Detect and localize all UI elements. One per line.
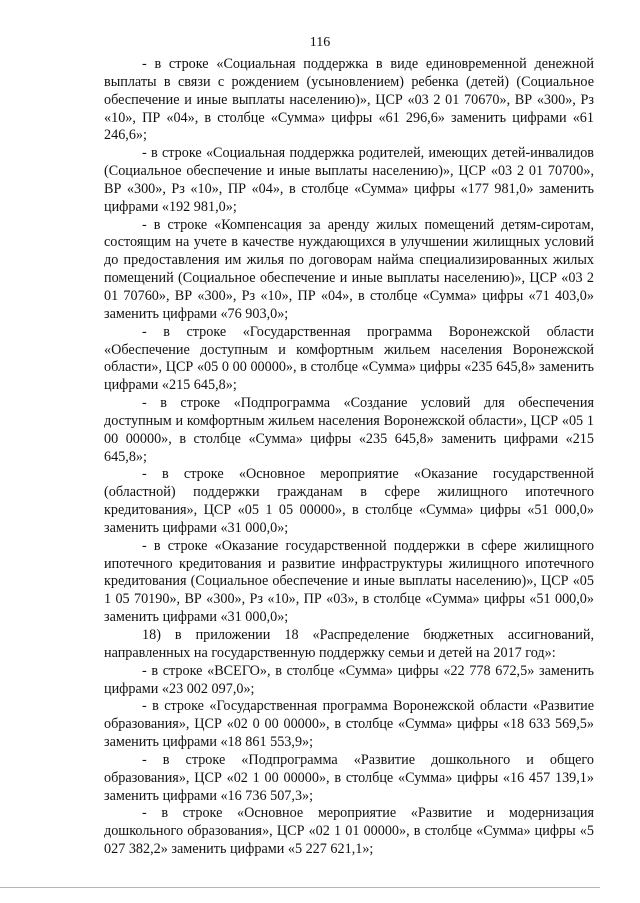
paragraph: - в строке «Оказание государственной поддержки в сфере жилищного ипотечного кредитования и развитие инфраструктуры жилищного ипотечного кредитования (Социальное обеспечение и иные выплаты населению)», ЦСР «05 1 05 70190», ВР «300», Рз «10», ПР «03», в столбце «Сумма» цифры «51 000,0» заменить цифрами «31 000,0»; (104, 537, 594, 626)
document-body (104, 56, 594, 859)
paragraph: - в строке «Компенсация за аренду жилых помещений детям-сиротам, состоящим на учете в качестве нуждающихся в улучшении жилищных условий до предоставления им жилья по договорам найма специализированных жилых помещений (Социальное обеспечение и иные выплаты населению)», ЦСР «03 2 01 70760», ВР «300», Рз «10», ПР «04», в столбце «Сумма» цифры «71 403,0» заменить цифрами «76 903,0»; (104, 216, 594, 322)
page-number: 116 (309, 35, 331, 50)
paragraph: - в строке «Подпрограмма «Создание условий для обеспечения доступным и комфортным жильем населения Воронежской области», ЦСР «05 1 00 00000», в столбце «Сумма» цифры «235 645,8» заменить цифрами «215 645,8»; (104, 395, 594, 465)
paragraph: - в строке «Основное мероприятие «Оказание государственной (областной) поддержки гражданам в сфере жилищного ипотечного кредитования», ЦСР «05 1 05 00000», в столбце «Сумма» цифры «51 000,0» заменить цифрами «31 000,0»; (104, 466, 594, 536)
paragraph: - в строке «Социальная поддержка родителей, имеющих детей-инвалидов (Социальное обеспечение и иные выплаты населению)», ЦСР «03 2 01 70700», ВР «300», Рз «10», ПР «04», в столбце «Сумма» цифры «177 981,0» заменить цифрами «192 981,0»; (104, 145, 594, 215)
paragraph: 18) в приложении 18 «Распределение бюджетных ассигнований, направленных на государственную поддержку семьи и детей на 2017 год»: (104, 627, 594, 661)
paragraph: - в строке «Государственная программа Воронежской области «Развитие образования», ЦСР «02 0 00 00000», в столбце «Сумма» цифры «18 633 569,5» заменить цифрами «18 861 553,9»; (104, 698, 594, 751)
paragraph: - в строке «Подпрограмма «Развитие дошкольного и общего образования», ЦСР «02 1 00 00000», в столбце «Сумма» цифры «16 457 139,1» заменить цифрами «16 736 507,3»; (104, 751, 594, 804)
paragraph: - в строке «ВСЕГО», в столбце «Сумма» цифры «22 778 672,5» заменить цифрами «23 002 097,0»; (104, 662, 594, 697)
page-edge-line (0, 887, 600, 888)
paragraph: - в строке «Социальная поддержка в виде единовременной денежной выплаты в связи с рождением (усыновлением) ребенка (детей) (Социальное обеспечение и иные выплаты населению)», ЦСР «03 2 01 70670», ВР «300», Рз «10», ПР «04», в столбце «Сумма» цифры «61 296,6» заменить цифрами «61 246,6»; (104, 56, 594, 144)
paragraph: - в строке «Государственная программа Воронежской области «Обеспечение доступным и комфортным жильем населения Воронежской области», ЦСР «05 0 00 00000», в столбце «Сумма» цифры «235 645,8» заменить цифрами «215 645,8»; (104, 323, 594, 394)
paragraph: - в строке «Основное мероприятие «Развитие и модернизация дошкольного образования», ЦСР «02 1 01 00000», в столбце «Сумма» цифры «5 027 382,2» заменить цифрами «5 227 621,1»; (104, 805, 594, 858)
